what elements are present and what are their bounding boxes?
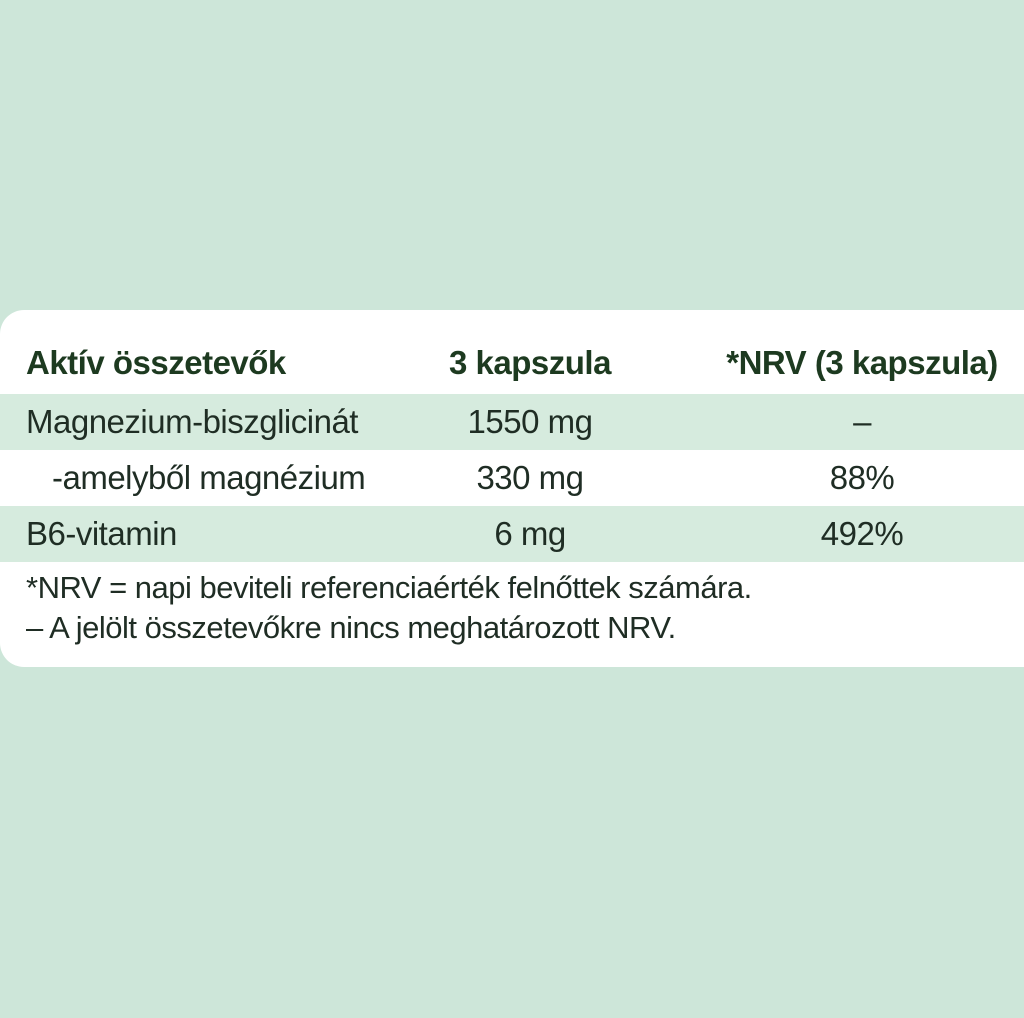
ingredient-name: B6-vitamin [26,515,177,552]
table-row [0,450,1024,506]
ingredient-amount: 1550 mg [467,403,593,440]
nutrition-table-card [0,310,1024,667]
ingredient-amount: 330 mg [476,459,584,496]
footnote-nrv-definition: *NRV = napi beviteli referenciaérték felnőttek számára. [26,570,752,605]
ingredient-name: Magnezium-biszglicinát [26,403,358,440]
ingredient-nrv: 492% [820,515,904,552]
footnote-no-nrv: – A jelölt összetevőkre nincs meghatározott NRV. [26,610,676,645]
ingredient-name: -amelyből magnézium [52,459,366,496]
footnotes [26,568,752,648]
header-amount: 3 kapszula [449,344,611,381]
ingredient-nrv: 88% [829,459,895,496]
table-row [0,394,1024,450]
table-header-row [0,328,1024,398]
ingredient-nrv: – [853,403,871,440]
header-nrv: *NRV (3 kapszula) [726,344,998,381]
header-active-ingredients: Aktív összetevők [26,344,286,381]
ingredient-amount: 6 mg [494,515,566,552]
table-row [0,506,1024,562]
